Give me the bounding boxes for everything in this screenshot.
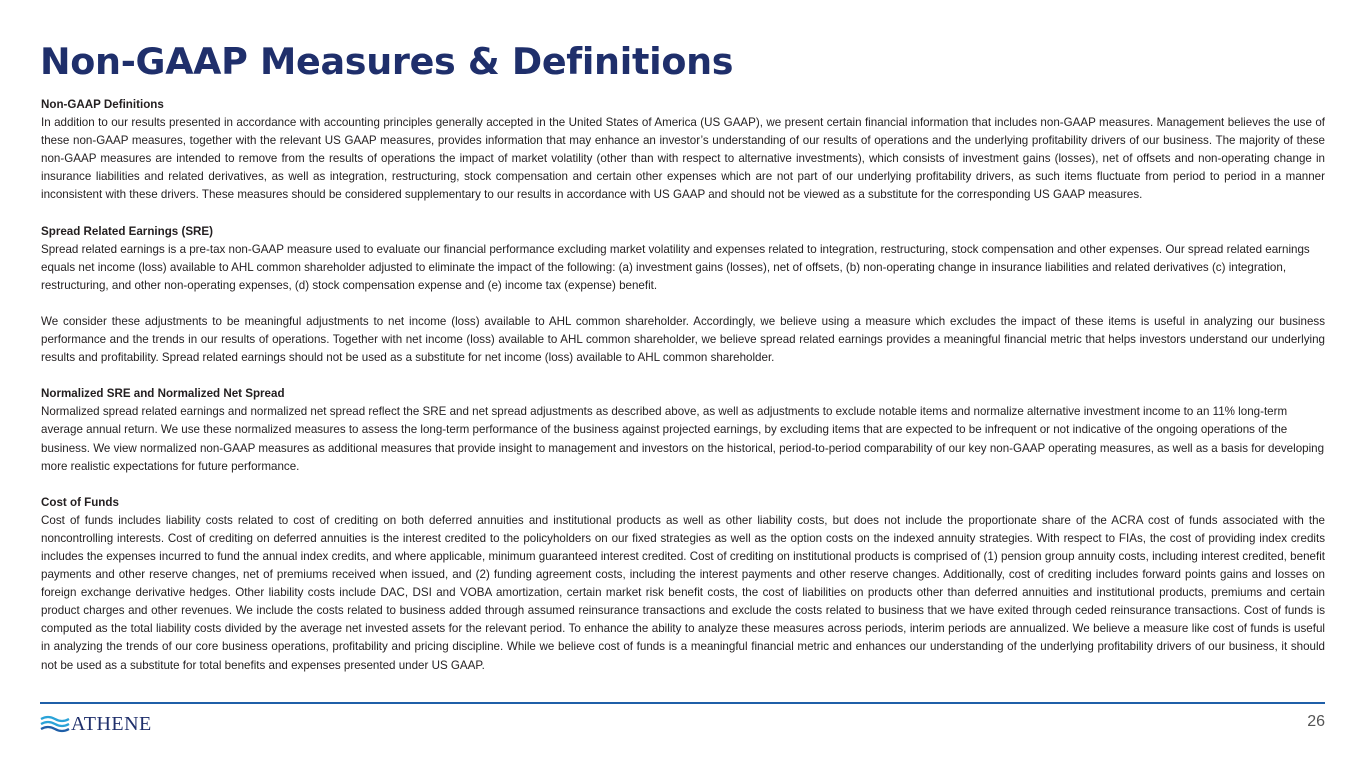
athene-logo (40, 713, 152, 735)
definitions-body (41, 96, 1325, 693)
section-heading: Non-GAAP Definitions (41, 98, 164, 111)
section-paragraph: Cost of funds includes liability costs related to cost of crediting on both deferred annuities and institutional products as well as other liability costs, but does not include the proportionate share of the ACRA cost of funds associated with the noncontrolling interests. Cost of crediting on deferred annuities is the interest credited to the policyholders on our fixed strategies as well as the option costs on the indexed annuity strategies. With respect to FIAs, the cost of providing index credits includes the expenses incurred to fund the annual index credits, and where applicable, minimum guaranteed interest credited. Cost of crediting on institutional products is comprised of (1) pension group annuity costs, including interest credited, benefit payments and other reserve changes, net of premiums received when issued, and (2) funding agreement costs, including the interest payments and other reserve changes. Additionally, cost of crediting includes forward points gains and losses on foreign exchange derivative hedges. Other liability costs include DAC, DSI and VOBA amortization, certain market risk benefit costs, the cost of liabilities on products other than deferred annuities and institutional products, premiums and certain product charges and other revenues. We include the costs related to business added through assumed reinsurance transactions and exclude the costs related to business that we have exited through ceded reinsurance transactions. Cost of funds is computed as the total liability costs divided by the average net invested assets for the relevant period. To enhance the ability to analyze these measures across periods, interim periods are annualized. We believe a measure like cost of funds is useful in analyzing the trends of our core business operations, profitability and pricing discipline. While we believe cost of funds is a meaningful financial metric and enhances our understanding of the underlying profitability drivers of our business, it should not be used as a substitute for total benefits and expenses presented under US GAAP. (41, 513, 1325, 672)
athene-wave-icon (40, 714, 70, 734)
section-paragraph: We consider these adjustments to be meaningful adjustments to net income (loss) available to AHL common shareholder. Accordingly, we believe using a measure which excludes the impact of these items is useful in analyzing our business performance and the trends in our results of operations. Together with net income (loss) available to AHL common shareholder, we believe spread related earnings provides a meaningful financial metric that helps investors understand our underlying results and profitability. Spread related earnings should not be used as a substitute for net income (loss) available to AHL common shareholder. (41, 314, 1325, 365)
section-heading: Cost of Funds (41, 495, 119, 509)
page-number: 26 (1307, 713, 1325, 730)
section-paragraph: Spread related earnings is a pre-tax non-GAAP measure used to evaluate our financial performance excluding market volatility and expenses related to integration, restructuring, stock compensation and other expenses. Our spread related earnings equals net income (loss) available to AHL common shareholder adjusted to eliminate the impact of the following: (a) investment gains (losses), net of offsets, (b) non-operating change in insurance liabilities and related derivatives (c) integration, restructuring, and other non-operating expenses, (d) stock compensation expense and (e) income tax (expense) benefit. (41, 242, 1310, 292)
section-paragraph: Normalized spread related earnings and normalized net spread reflect the SRE and net spread adjustments as described above, as well as adjustments to exclude notable items and normalize alternative investment income to an 11% long-term average annual return. We use these normalized measures to assess the long-term performance of the business against projected earnings, by excluding items that are expected to be infrequent or not indicative of the ongoing operations of the business. We view normalized non-GAAP measures as additional measures that provide insight to management and investors on the historical, period-to-period comparability of our key non-GAAP operating measures, as well as a basis for developing more realistic expectations for future performance. (41, 405, 1325, 473)
section-spread-related-earnings (41, 223, 1325, 368)
athene-logo-wordmark: ATHENE (71, 713, 152, 735)
section-normalized-sre (41, 385, 1325, 475)
section-paragraph: In addition to our results presented in accordance with accounting principles generally accepted in the United States of America (US GAAP), we present certain financial information that includes non-GAAP measures. Management believes the use of these non-GAAP measures, together with the relevant US GAAP measures, provides information that may enhance an investor’s understanding of our results of operations and the underlying profitability drivers of our business. The majority of these non-GAAP measures are intended to remove from the results of operations the impact of market volatility (other than with respect to alternative investments), which consists of investment gains (losses), net of offsets and non-operating change in insurance liabilities and related derivatives, as well as integration, restructuring, stock compensation and certain other expenses which are not part of our underlying profitability drivers, as such items fluctuate from period to period in a manner inconsistent with these drivers. These measures should be considered supplementary to our results in accordance with US GAAP and should not be viewed as a substitute for the corresponding US GAAP measures. (41, 116, 1325, 202)
footer-divider (40, 702, 1325, 704)
page-title: Non-GAAP Measures & Definitions (40, 40, 734, 83)
section-non-gaap-definitions (41, 96, 1325, 205)
section-cost-of-funds (41, 494, 1325, 675)
section-heading: Normalized SRE and Normalized Net Spread (41, 387, 285, 401)
section-heading: Spread Related Earnings (SRE) (41, 224, 214, 238)
